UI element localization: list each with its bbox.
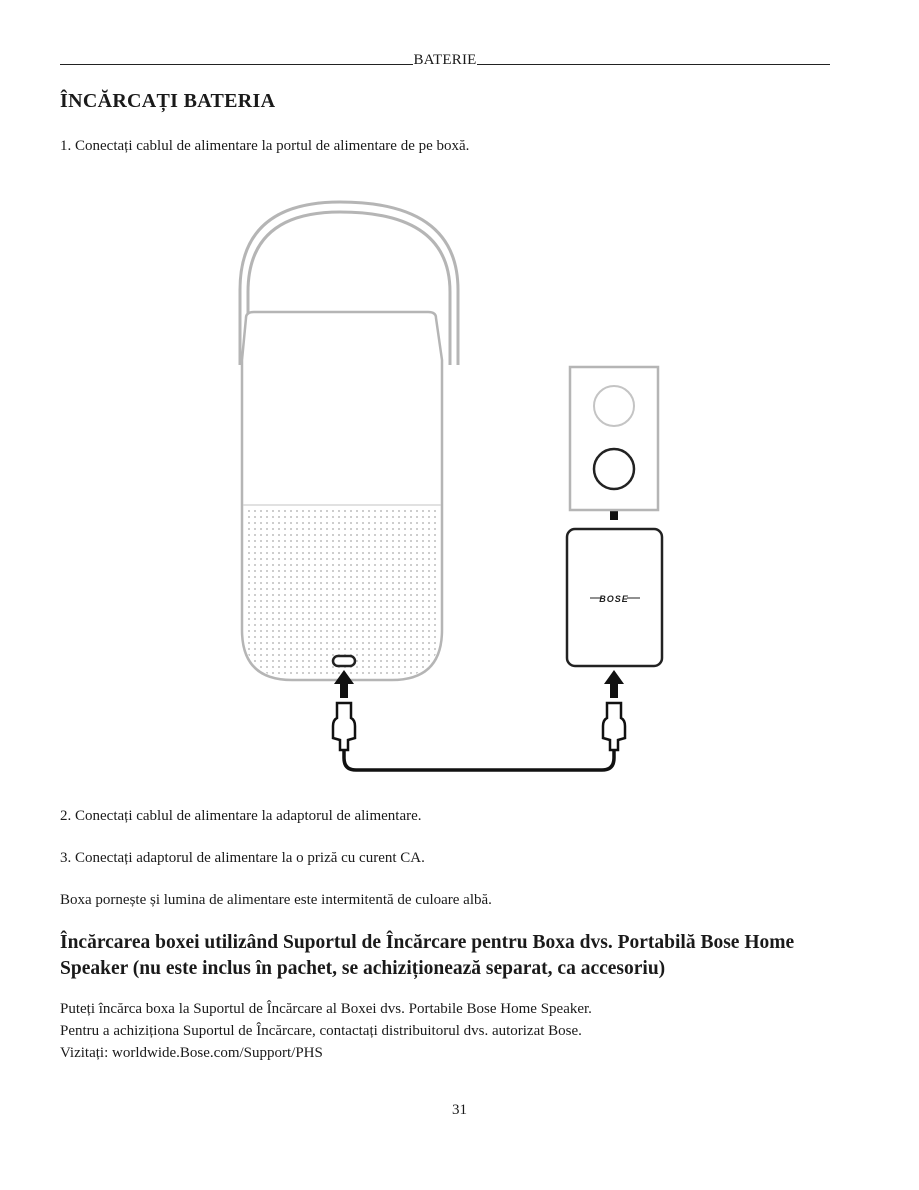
step-1-text: 1. Conectați cablul de alimentare la portul de alimentare de pe boxă.	[60, 138, 470, 154]
outlet-socket-bottom	[594, 449, 634, 489]
note-text: Boxa pornește și lumina de alimentare este intermitentă de culoare albă.	[60, 892, 492, 908]
info-block	[60, 998, 592, 1064]
page-title: ÎNCĂRCAȚI BATERIA	[60, 90, 276, 112]
bose-logo: BOSE	[599, 594, 629, 604]
arrow-up-icon	[604, 670, 624, 698]
info-line: Puteți încărca boxa la Suportul de Încărcare al Boxei dvs. Portabile Bose Home Speaker.	[60, 1001, 592, 1017]
page-number: 31	[452, 1102, 467, 1118]
step-3-text: 3. Conectați adaptorul de alimentare la o priză cu curent CA.	[60, 850, 425, 866]
power-adapter-illustration	[567, 529, 662, 666]
speaker-illustration	[242, 312, 442, 680]
speaker-power-port	[333, 656, 355, 666]
usb-c-plug-left	[333, 703, 355, 750]
power-cable	[344, 750, 614, 770]
usb-c-plug-right	[603, 703, 625, 750]
info-line-website: Vizitați: worldwide.Bose.com/Support/PHS	[60, 1045, 323, 1061]
outlet-socket-top	[594, 386, 634, 426]
info-line: Pentru a achiziționa Suportul de Încărcare, contactați distribuitorul dvs. autorizat Bose.	[60, 1023, 582, 1039]
step-2-text: 2. Conectați cablul de alimentare la adaptorul de alimentare.	[60, 808, 422, 824]
wall-outlet-illustration	[570, 367, 658, 510]
section-subheading: Încărcarea boxei utilizând Suportul de Încărcare pentru Boxa dvs. Portabilă Bose Home Speaker (nu este inclus în pachet, se achiziționează separat, ca accesoriu)	[60, 932, 795, 980]
header-section-label: BATERIE	[413, 52, 477, 68]
